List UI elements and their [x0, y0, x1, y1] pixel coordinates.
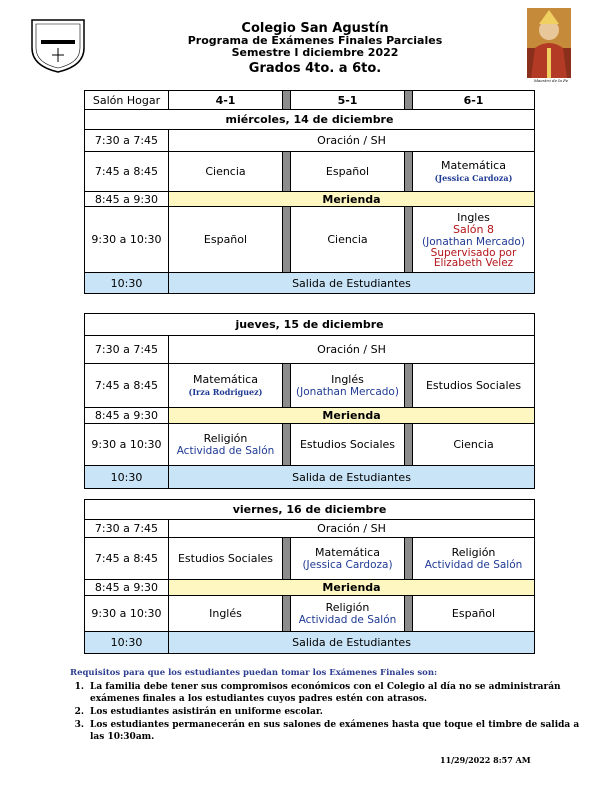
table-row — [85, 152, 535, 192]
dismissal-cell: Salida de Estudiantes — [169, 632, 535, 654]
column-separator — [405, 152, 413, 192]
exam-cell — [291, 596, 405, 632]
exam-cell: Estudios Sociales — [291, 424, 405, 466]
time-slot: 7:45 a 8:45 — [85, 538, 169, 580]
list-item — [70, 719, 582, 743]
column-separator — [405, 364, 413, 408]
exam-teacher: (Jonathan Mercado) — [422, 235, 525, 248]
exam-cell: Ciencia — [291, 207, 405, 273]
exam-cell: Español — [169, 207, 283, 273]
exam-cell: Ciencia — [169, 152, 283, 192]
col-header-5-1: 5-1 — [291, 91, 405, 110]
exam-cell: Español — [291, 152, 405, 192]
time-slot: 10:30 — [85, 466, 169, 489]
time-slot: 7:45 a 8:45 — [85, 364, 169, 408]
exam-activity: Actividad de Salón — [424, 558, 523, 571]
column-separator — [283, 596, 291, 632]
column-separator — [283, 152, 291, 192]
table-row — [85, 364, 535, 408]
requirements-section — [70, 668, 582, 744]
column-separator — [405, 424, 413, 466]
exam-cell — [169, 424, 283, 466]
schedule-table-friday — [84, 499, 535, 654]
dismissal-cell: Salida de Estudiantes — [169, 273, 535, 294]
print-timestamp: 11/29/2022 8:57 AM — [440, 755, 531, 765]
day-header-row — [85, 110, 535, 130]
day-date: miércoles, 14 de diciembre — [85, 110, 535, 130]
item-text: Los estudiantes asistirán en uniforme escolar. — [90, 707, 323, 717]
column-separator — [405, 207, 413, 273]
exam-cell — [291, 538, 405, 580]
snack-cell: Merienda — [169, 580, 535, 596]
exam-subject: Religión — [325, 600, 370, 614]
exam-cell — [413, 207, 535, 273]
exam-subject: Religión — [451, 545, 496, 559]
exam-activity: Actividad de Salón — [176, 444, 275, 457]
exam-subject: Matemática — [315, 545, 380, 559]
column-separator — [283, 538, 291, 580]
exam-teacher: (Jessica Cardoza) — [434, 172, 513, 183]
exam-teacher: (Jonathan Mercado) — [296, 385, 399, 398]
table-row — [85, 192, 535, 207]
portrait-caption: Maestro de la Fe — [533, 78, 569, 83]
table-row — [85, 538, 535, 580]
exam-supervisor-label: Supervisado por — [430, 246, 517, 259]
program-title: Programa de Exámenes Finales Parciales — [187, 34, 443, 47]
column-separator — [283, 424, 291, 466]
day-date: viernes, 16 de diciembre — [85, 500, 535, 520]
time-slot: 7:30 a 7:45 — [85, 520, 169, 538]
school-crest-logo — [28, 18, 88, 74]
requirements-list — [70, 681, 582, 743]
time-slot: 7:30 a 7:45 — [85, 336, 169, 364]
exam-teacher: (Jessica Cardoza) — [302, 558, 393, 571]
title-block — [120, 22, 510, 77]
col-header-4-1: 4-1 — [169, 91, 283, 110]
table-row — [85, 130, 535, 152]
exam-cell: Estudios Sociales — [169, 538, 283, 580]
col-header-salon: Salón Hogar — [85, 91, 169, 110]
table-row — [85, 580, 535, 596]
day-header-row — [85, 314, 535, 336]
exam-cell: Ciencia — [413, 424, 535, 466]
column-separator — [283, 364, 291, 408]
grades-title: Grados 4to. a 6to. — [248, 61, 382, 76]
semester-title: Semestre I diciembre 2022 — [231, 46, 399, 59]
dismissal-cell: Salida de Estudiantes — [169, 466, 535, 489]
table-row — [85, 596, 535, 632]
time-slot: 7:45 a 8:45 — [85, 152, 169, 192]
time-slot: 8:45 a 9:30 — [85, 192, 169, 207]
list-item — [70, 681, 582, 705]
time-slot: 9:30 a 10:30 — [85, 207, 169, 273]
col-header-6-1: 6-1 — [413, 91, 535, 110]
exam-room: Salón 8 — [453, 222, 494, 236]
item-number: 2. — [74, 707, 84, 717]
item-number: 1. — [74, 682, 84, 692]
column-separator — [283, 207, 291, 273]
exam-supervisor: Elizabeth Velez — [433, 256, 514, 269]
column-header-row — [85, 91, 535, 110]
column-separator — [405, 596, 413, 632]
document-header — [0, 0, 612, 92]
time-slot: 9:30 a 10:30 — [85, 424, 169, 466]
exam-cell — [413, 538, 535, 580]
table-row — [85, 273, 535, 294]
table-row — [85, 336, 535, 364]
exam-teacher: (Irza Rodriguez) — [188, 386, 263, 397]
exam-cell: Español — [413, 596, 535, 632]
table-row — [85, 424, 535, 466]
table-row — [85, 408, 535, 424]
table-row — [85, 520, 535, 538]
table-row — [85, 632, 535, 654]
item-text: Los estudiantes permanecerán en sus salones de exámenes hasta que toque el timbre de salida a las 10:30am. — [90, 720, 580, 742]
time-slot: 10:30 — [85, 273, 169, 294]
table-row — [85, 466, 535, 489]
table-row — [85, 207, 535, 273]
time-slot: 7:30 a 7:45 — [85, 130, 169, 152]
schedule-table-thursday — [84, 313, 535, 489]
exam-cell: Inglés — [169, 596, 283, 632]
prayer-cell: Oración / SH — [169, 336, 535, 364]
requirements-title: Requisitos para que los estudiantes puedan tomar los Exámenes Finales son: — [70, 668, 438, 678]
prayer-cell: Oración / SH — [169, 130, 535, 152]
item-text: La familia debe tener sus compromisos económicos con el Colegio al día no se administrarán exámenes finales a los estudiantes cuyos padres estén con atrasos. — [90, 682, 561, 704]
list-item — [70, 706, 582, 718]
day-header-row — [85, 500, 535, 520]
saint-augustine-portrait — [527, 8, 571, 78]
snack-cell: Merienda — [169, 192, 535, 207]
exam-subject: Inglés — [331, 372, 364, 386]
exam-activity: Actividad de Salón — [298, 613, 397, 626]
snack-cell: Merienda — [169, 408, 535, 424]
prayer-cell: Oración / SH — [169, 520, 535, 538]
time-slot: 8:45 a 9:30 — [85, 580, 169, 596]
time-slot: 9:30 a 10:30 — [85, 596, 169, 632]
school-name: Colegio San Agustín — [241, 21, 389, 36]
exam-subject: Matemática — [193, 372, 258, 386]
column-separator — [405, 91, 413, 110]
exam-cell — [291, 364, 405, 408]
time-slot: 8:45 a 9:30 — [85, 408, 169, 424]
column-separator — [283, 91, 291, 110]
day-date: jueves, 15 de diciembre — [85, 314, 535, 336]
exam-subject: Ingles — [457, 210, 490, 224]
schedule-table-wednesday — [84, 90, 535, 294]
exam-cell: Estudios Sociales — [413, 364, 535, 408]
column-separator — [405, 538, 413, 580]
time-slot: 10:30 — [85, 632, 169, 654]
item-number: 3. — [74, 720, 84, 730]
exam-cell — [169, 364, 283, 408]
exam-subject: Religión — [203, 431, 248, 445]
exam-subject: Matemática — [441, 158, 506, 172]
exam-cell — [413, 152, 535, 192]
